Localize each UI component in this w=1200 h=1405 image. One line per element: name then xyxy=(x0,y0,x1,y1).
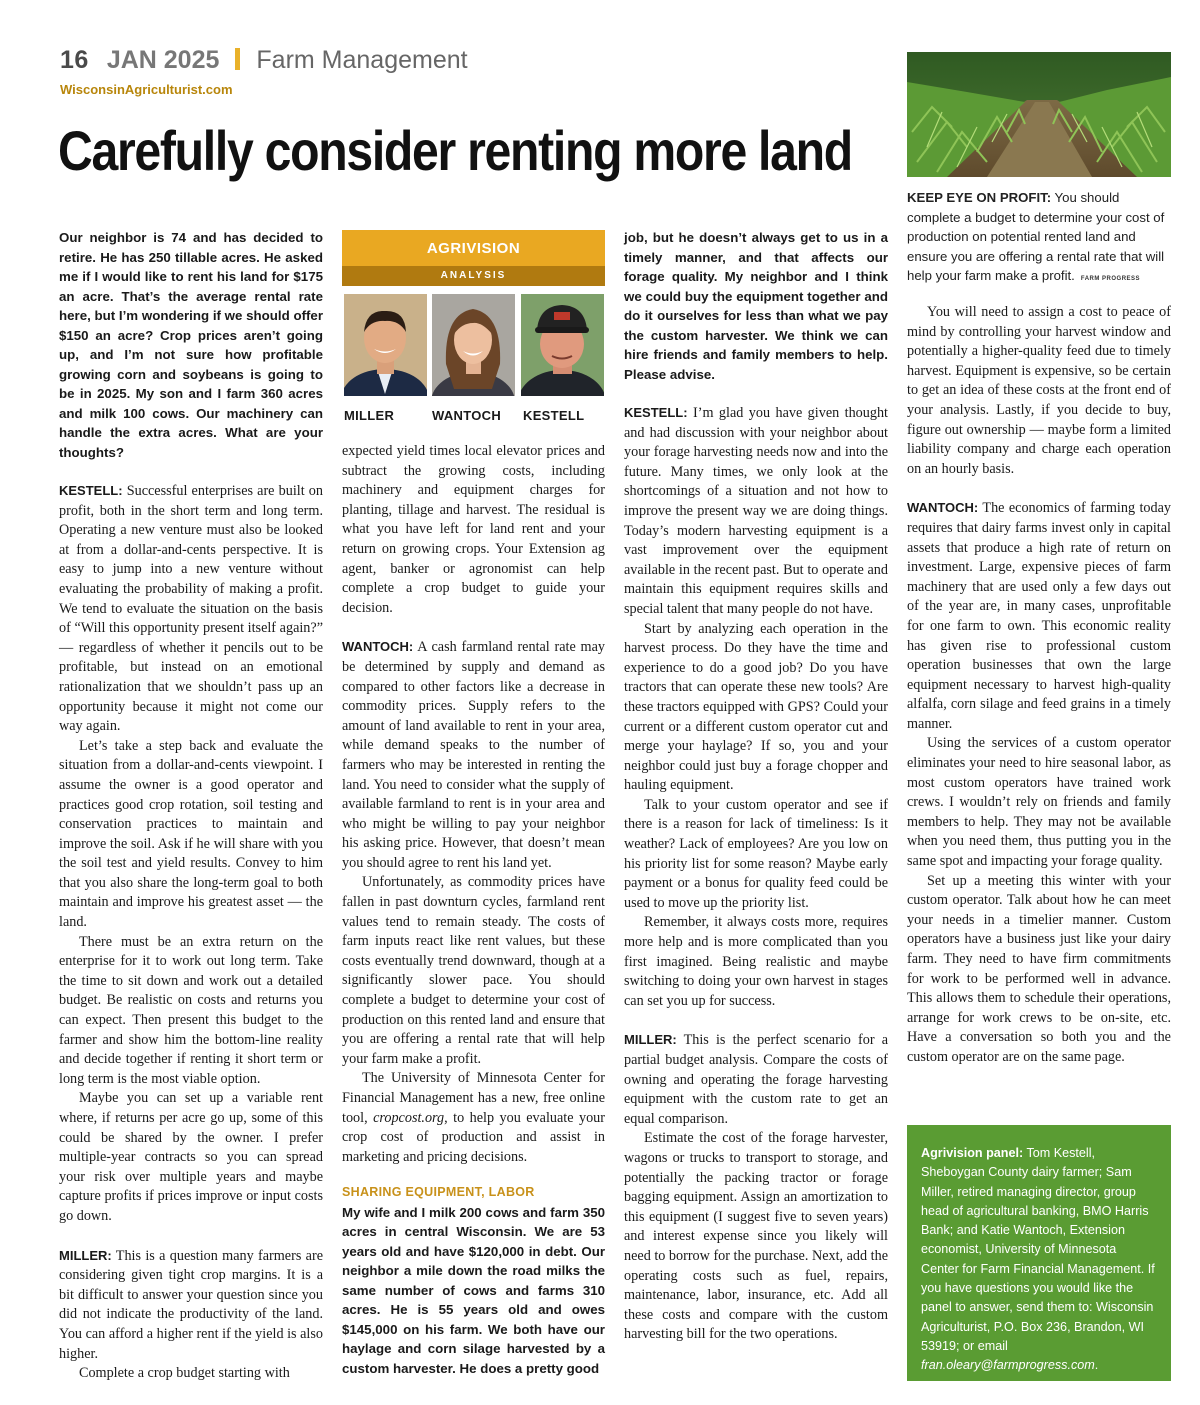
wantoch-portrait xyxy=(432,294,515,396)
speaker-label: WANTOCH: xyxy=(342,639,414,655)
section-name: Farm Management xyxy=(256,46,468,74)
speaker-label: WANTOCH: xyxy=(907,500,979,516)
panelist-name: KESTELL xyxy=(523,408,585,423)
wantoch-answer-1: WANTOCH: A cash farmland rental rate may be determined by supply and demand as compared to other factors like a decrease in commodity prices. Supply refers to the amount of land available to rent in your area, while demand speaks to the number of farmers who may be interested in renting the land. You need to consider what the supply of available farmland to rent is in your area and who might be willing to pay your neighbor his asking price. However, that doesn’t mean you should agree to rent his land yet. xyxy=(342,639,605,871)
speaker-label: KESTELL: xyxy=(59,483,123,498)
column-1 xyxy=(59,228,323,1384)
paragraph: Maybe you can set up a variable rent where, if returns per acre go up, some of this could be shared by the owner. I prefer multiple-year contracts so you can spread your risk over multiple years and maybe capture profits if prices improve or input costs go down. xyxy=(59,1090,323,1224)
panelist-name: MILLER xyxy=(344,408,395,423)
kestell-portrait xyxy=(521,294,604,396)
page-title: Carefully consider renting more land xyxy=(58,119,852,182)
paragraph: Using the services of a custom operator eliminates your need to hire seasonal labor, as most custom operators have trained work crews. I wouldn’t rely on friends and family members to help. They may not be available when you need them, thus putting you in the same spot and impacting your forage quality. xyxy=(907,735,1171,870)
paragraph: Start by analyzing each operation in the harvest process. Do they have the time and experience to do a good job? Do you have tractors that can operate these new tools? Are these tractors equipped with GPS? Could your current or a different custom operator cut and merge your haylage? If so, you and your neighbor could just buy a forage chopper and hauling equipment. xyxy=(624,620,888,794)
email-link[interactable]: fran.oleary@farmprogress.com xyxy=(921,1358,1095,1373)
column-4 xyxy=(907,303,1171,1068)
speaker-label: MILLER: xyxy=(59,1247,112,1263)
subhead-sharing-equipment: SHARING EQUIPMENT, LABOR xyxy=(342,1185,535,1200)
panel-text: Tom Kestell, Sheboygan County dairy farmer; Sam Miller, retired managing director, group head of agricultural banking, BMO Harris Bank; and Katie Wantoch, Extension economist, University of Minnesota Center for Farm Financial Management. If you have questions you would like the panel to answer, send them to: Wisconsin Agriculturist, P.O. Box 236, Brandon, WI 53919; or email xyxy=(921,1146,1155,1353)
column-2 xyxy=(342,442,605,1378)
wantoch-answer-2: WANTOCH: The economics of farming today requires that dairy farms invest only in capital assets that produce a high rate of return on investment. Large, expensive pieces of farm machinery that are used only a few days out of the year are, in many cases, unprofitable for one farm to own. This economic reality has given rise to professional custom operation businesses that own the large equipment necessary to harvest high-quality alfalfa, corn silage and feed grains in a timely manner. xyxy=(907,500,1171,732)
caption-lead: KEEP EYE ON PROFIT: xyxy=(907,190,1052,205)
kestell-answer-2: KESTELL: I’m glad you have given thought and had discussion with your neighbor about your forage harvesting needs now and into the future. Many times, we only look at the shortcomings of a situation and not how to improve the present way we are doing things. Today’s modern harvesting equipment is a vast improvement over the equipment available in the recent past. But to operate and maintain this equipment requires skills and special talent that many people do not have. xyxy=(624,405,888,617)
folio-divider xyxy=(235,48,240,70)
column-3 xyxy=(624,228,888,1345)
paragraph: The University of Minnesota Center for Financial Management has a new, free online tool, cropcost.org, to help you evaluate your crop cost of production and assist in marketing and pricing decisions. xyxy=(342,1070,605,1165)
paragraph: Talk to your custom operator and see if there is a reason for lack of timeliness: Is it weather? Lack of employees? Are you low on his priority list for some reason? Maybe early payment or a bonus for quality feed could be used to move up the priority list. xyxy=(624,796,888,911)
site-link[interactable]: WisconsinAgriculturist.com xyxy=(60,82,233,97)
paragraph: Set up a meeting this winter with your custom operator. Talk about how he can meet your needs in a timelier manner. Custom operators have a business just like your dairy farm. They need to have firm commitments for work to be performed well in advance. This allows them to schedule their operations, arrange for work crews to be on-site, etc. Have a conversation so both you and the custom operator are on the same page. xyxy=(907,872,1171,1065)
photo-credit: FARM PROGRESS xyxy=(1080,276,1141,282)
miller-answer-2: MILLER: This is the perfect scenario for a partial budget analysis. Compare the costs of owning and operating the forage harvesting equipment with the custom rate to get an equal comparison. xyxy=(624,1032,888,1127)
miller-portrait xyxy=(344,294,427,396)
paragraph: Remember, it always costs more, requires more help and is more complicated than you first imagined. Being realistic and maybe switching to doing your own harvest in stages can set you up for success. xyxy=(624,914,888,1009)
caption-text: You should complete a budget to determine your cost of production on potential rented land and ensure you are offering a rental rate that will help your farm make a profit. xyxy=(907,190,1165,283)
paragraph: You will need to assign a cost to peace of mind by controlling your harvest window and potentially a higher-quality feed due to timely harvest. Equipment is expensive, so be certain to get an idea of these costs at the front end of your analysis. Lastly, if you decide to buy, figure out ownership — maybe form a limited liability company and charge each operation on an hourly basis. xyxy=(907,304,1171,477)
paragraph: Let’s take a step back and evaluate the situation from a dollar-and-cents viewpoint. I assume the owner is a good operator and practices good crop rotation, soil testing and conservation practices to maintain and improve the soil. Ask if he will share with you the soil test and yield results. Convey to him that you also share the long-term goal to both maintain and improve his greatest asset — the land. xyxy=(59,737,323,931)
paragraph: expected yield times local elevator prices and subtract the growing costs, including machinery and equipment charges for planting, tillage and harvest. The residual is what you have left for land rent and your return on growing crops. Your Extension ag agent, banker or agronomist can help complete a crop budget to guide your decision. xyxy=(342,443,605,616)
agrivision-subtitle: ANALYSIS xyxy=(342,266,605,286)
miller-answer-1: MILLER: This is a question many farmers are considering given tight crop margins. It is a bit difficult to answer your question since you did not indicate the productivity of the land. You can afford a higher rent if the yield is also higher. xyxy=(59,1247,323,1362)
panelist-name: WANTOCH xyxy=(432,408,502,423)
folio xyxy=(60,46,468,75)
reader-question-2-cont: job, but he doesn’t always get to us in a timely manner, and that affects our forage quality. My neighbor and I think we could buy the equipment together and do it ourselves for less than what we pay the custom harvester. We think we can hire friends and family members to help. Please advise. xyxy=(624,230,888,382)
issue-date: JAN 2025 xyxy=(106,46,220,74)
cornfield-image xyxy=(907,52,1171,177)
agrivision-box xyxy=(342,230,605,436)
speaker-label: KESTELL: xyxy=(624,405,688,420)
cornfield-photo xyxy=(907,52,1171,177)
agrivision-panel-box: Agrivision panel: Tom Kestell, Sheboygan County dairy farmer; Sam Miller, retired managing director, group head of agricultural banking, BMO Harris Bank; and Katie Wantoch, Extension economist, University of Minnesota Center for Farm Financial Management. If you have questions you would like the panel to answer, send them to: Wisconsin Agriculturist, P.O. Box 236, Brandon, WI 53919; or email fran.oleary@farmprogress.com. xyxy=(907,1125,1171,1381)
paragraph: Estimate the cost of the forage harvester, wagons or trucks to transport to storage, and potentially the packing tractor or forage bagging equipment. Assign an amortization to this equipment (I suggest five to seven years) and interest expense since you likely will need to borrow for the purchase. Next, add the operating costs such as fuel, repairs, maintenance, labor, insurance, etc. Add all these costs and compare with the custom harvesting bill for the two operations. xyxy=(624,1130,888,1343)
photo-caption xyxy=(907,188,1171,290)
agrivision-title: AGRIVISION xyxy=(342,230,605,266)
panel-lead: Agrivision panel: xyxy=(921,1146,1024,1160)
reader-question-1: Our neighbor is 74 and has decided to retire. He has 250 tillable acres. He asked me if I would like to rent his land for $175 an acre. That’s the average rental rate here, but I’m wondering if we should offer $150 an acre? Crop prices aren’t going up, and I’m not sure how profitable growing corn and soybeans is going to be in 2025. My son and I farm 360 acres and milk 100 cows. Our machinery can handle the extra acres. What are your thoughts? xyxy=(59,230,323,460)
kestell-answer-1: KESTELL: Successful enterprises are built on profit, both in the short term and long term. Operating a new venture must also be looked at from a dollar-and-cents perspective. It is easy to jump into a new venture without evaluating the probability of making a profit. We tend to evaluate the situation on the basis of “Will this opportunity present itself again?” — regardless of whether it pencils out to be profitable, but instead on an emotional rationalization that we shouldn’t pass up an opportunity because it might not come our way again. xyxy=(59,483,323,735)
page-number: 16 xyxy=(60,46,89,74)
paragraph: There must be an extra return on the enterprise for it to work out long term. Take the time to sit down and work out a detailed budget. Be realistic on costs and returns you can expect. Then present this budget to the farmer and show him the bottom-line reality and decide together if renting it short term or long term is the most viable option. xyxy=(59,933,323,1087)
reader-question-2: My wife and I milk 200 cows and farm 350 acres in central Wisconsin. We are 53 years old and have $120,000 in debt. Our neighbor a mile down the road milks the same number of cows and farms 310 acres. He is 55 years old and owes $145,000 on his farm. We both have our haylage and corn silage harvested by a custom harvester. He does a pretty good xyxy=(342,1204,605,1376)
speaker-label: MILLER: xyxy=(624,1032,677,1048)
cropcost-link[interactable]: cropcost.org xyxy=(373,1109,445,1126)
paragraph: Unfortunately, as commodity prices have fallen in past downturn cycles, farmland rent values tend to remain steady. The costs of farm inputs react like rent values, but these costs eventually trend downward, though at a significantly slower pace. You should complete a budget to determine your cost of production on this rented land and ensure that you are offering a rental rate that will help your farm make a profit. xyxy=(342,874,605,1067)
paragraph: Complete a crop budget starting with xyxy=(79,1365,290,1382)
